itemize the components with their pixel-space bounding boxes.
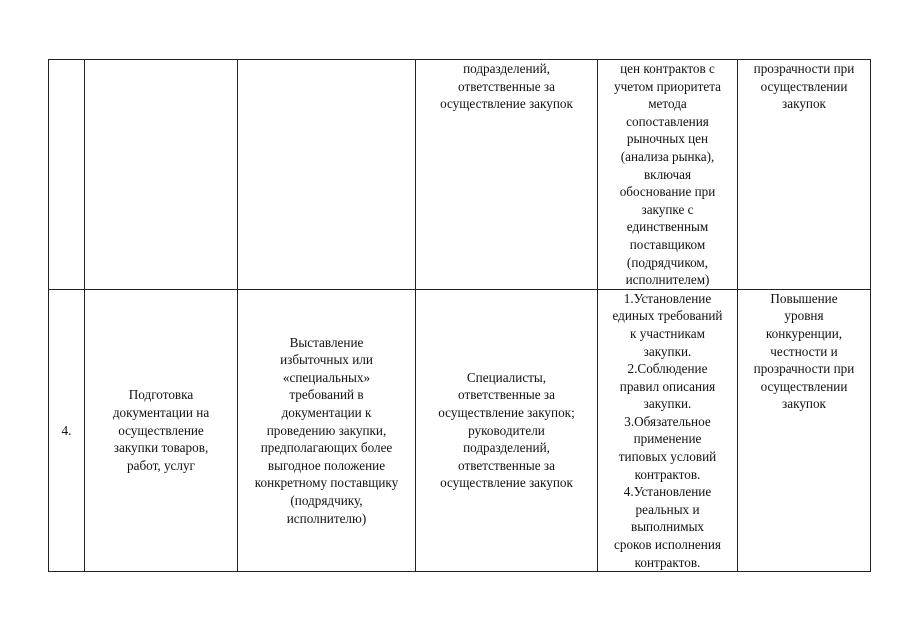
procurement-stage-cell [85, 60, 238, 290]
risk-description-cell [238, 60, 416, 290]
row-number-cell [49, 60, 85, 290]
risk-description-cell: Выставление избыточных или «специальных» требований в документации к проведению закупки, предполагающих более выгодное положение конкретному поставщику (подрядчику, исполнителю) [238, 289, 416, 572]
table-row [49, 60, 871, 290]
expected-result-cell: прозрачности при осуществлении закупок [738, 60, 871, 290]
corruption-risk-table [48, 59, 871, 572]
procurement-stage-cell: Подготовка документации на осуществление закупки товаров, работ, услуг [85, 289, 238, 572]
responsible-officials-cell: подразделений, ответственные за осуществление закупок [416, 60, 598, 290]
expected-result-cell: Повышение уровня конкуренции, честности и прозрачности при осуществлении закупок [738, 289, 871, 572]
minimization-measures-cell: 1.Установление единых требований к участникам закупки. 2.Соблюдение правил описания закупки. 3.Обязательное применение типовых условий контрактов. 4.Установление реальных и выполнимых сроков исполнения контрактов. [598, 289, 738, 572]
table-row [49, 289, 871, 572]
responsible-officials-cell: Специалисты, ответственные за осуществление закупок; руководители подразделений, ответственные за осуществление закупок [416, 289, 598, 572]
minimization-measures-cell: цен контрактов с учетом приоритета метода сопоставления рыночных цен (анализа рынка), включая обоснование при закупке с единственным поставщиком (подрядчиком, исполнителем) [598, 60, 738, 290]
row-number-cell: 4. [49, 289, 85, 572]
